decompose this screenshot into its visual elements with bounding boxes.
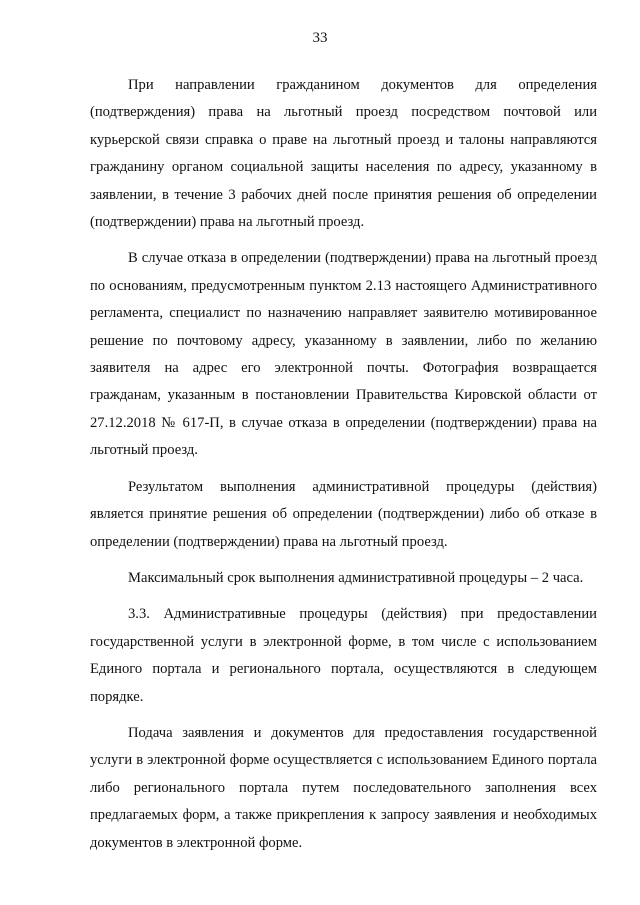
paragraph-section-3-3: 3.3. Административные процедуры (действия) при предоставлении государственной услуги в электронной форме, в том числе с использованием Единого портала и регионального портала, осуществляются в следующем порядке. bbox=[90, 606, 597, 705]
paragraph-refusal: В случае отказа в определении (подтверждении) права на льготный проезд по основаниям, предусмотренным пунктом 2.13 настоящего Административного регламента, специалист по назначению направляет заявителю мотивированное решение по почтовому адресу, указанному в заявлении, либо по желанию заявителя на адрес его электронной почты. Фотография возвращается гражданам, указанным в постановлении Правительства Кировской области от 27.12.2018 № 617-П, в случае отказа в определении (подтверждении) права на льготный проезд. bbox=[90, 250, 597, 459]
paragraph-result: Результатом выполнения административной процедуры (действия) является принятие решения об определении (подтверждении) либо об отказе в определении (подтверждении) права на льготный проезд. bbox=[90, 478, 597, 550]
paragraph-electronic-submission: Подача заявления и документов для предоставления государственной услуги в электронной форме осуществляется с использованием Единого портала либо регионального портала путем последовательного заполнения всех предлагаемых форм, а также прикрепления к запросу заявления и необходимых документов в электронной форме. bbox=[90, 724, 597, 851]
paragraph-mail-delivery: При направлении гражданином документов для определения (подтверждения) права на льготный проезд посредством почтовой или курьерской связи справка о праве на льготный проезд и талоны направляются гражданину органом социальной защиты населения по адресу, указанному в заявлении, в течение 3 рабочих дней после принятия решения об определении (подтверждении) права на льготный проезд. bbox=[90, 77, 597, 231]
page-number: 33 bbox=[312, 30, 328, 46]
document-body bbox=[90, 72, 597, 857]
paragraph-max-duration: Максимальный срок выполнения административной процедуры – 2 часа. bbox=[128, 569, 584, 586]
